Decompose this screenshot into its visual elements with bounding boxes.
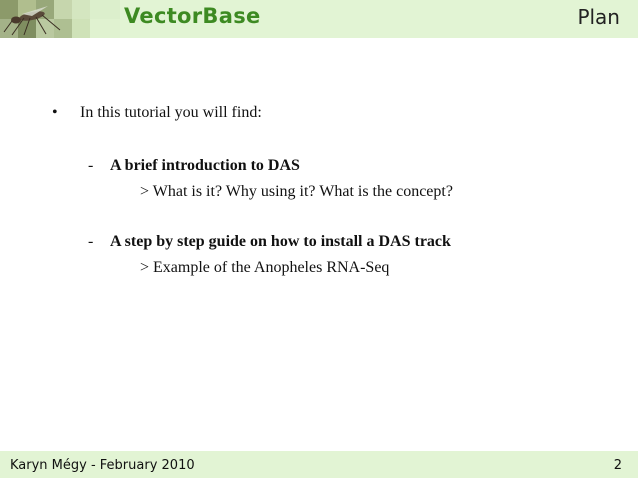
bullet-marker: • xyxy=(52,104,58,121)
item-title: A brief introduction to DAS xyxy=(110,157,300,174)
page-number: 2 xyxy=(613,458,622,473)
item-detail: > Example of the Anopheles RNA-Seq xyxy=(140,259,390,276)
brand-logo-text: VectorBase xyxy=(124,4,261,28)
intro-text: In this tutorial you will find: xyxy=(80,104,262,121)
dash-marker: - xyxy=(88,233,94,250)
footer-author: Karyn Mégy - February 2010 xyxy=(10,458,195,473)
dash-marker: - xyxy=(88,157,94,174)
item-detail: > What is it? Why using it? What is the concept? xyxy=(140,183,453,200)
item-title: A step by step guide on how to install a DAS track xyxy=(110,233,451,250)
section-title: Plan xyxy=(577,5,620,29)
